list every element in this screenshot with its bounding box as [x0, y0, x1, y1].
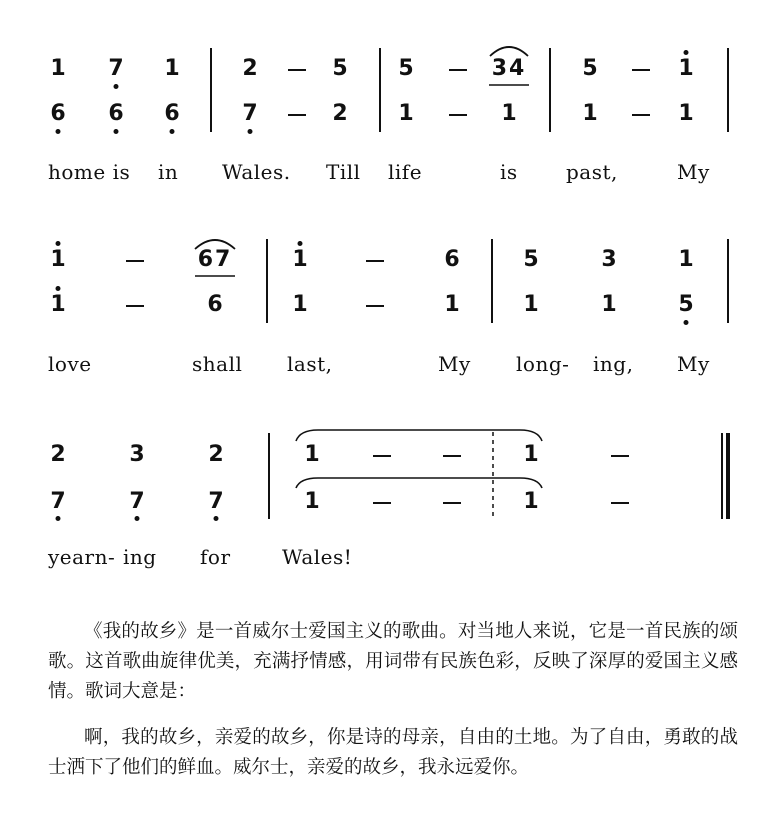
lyric: ing: [123, 545, 157, 569]
note: 6: [444, 247, 460, 272]
note: 6: [164, 101, 180, 126]
lyric: My: [677, 352, 710, 376]
note: 6: [108, 101, 124, 126]
note: 1: [678, 247, 694, 272]
note: 5: [332, 56, 348, 81]
note: 6: [207, 292, 223, 317]
note: 1: [582, 101, 598, 126]
note: 1: [50, 56, 66, 81]
lyric: shall: [192, 352, 243, 376]
note: 2: [50, 442, 66, 467]
slur: [195, 240, 235, 249]
note: 3: [601, 247, 617, 272]
tie: [296, 478, 542, 488]
note: 1: [601, 292, 617, 317]
note: 1: [164, 56, 180, 81]
note: 2: [332, 101, 348, 126]
note-pair: 67: [197, 247, 233, 272]
note: 1: [50, 292, 66, 317]
lyric: past,: [566, 160, 618, 184]
lyric: My: [438, 352, 471, 376]
note: 1: [50, 247, 66, 272]
lyric: yearn-: [48, 545, 116, 569]
lyric: Till: [326, 160, 361, 184]
note: 1: [523, 489, 539, 514]
note: 3: [129, 442, 145, 467]
note: 5: [582, 56, 598, 81]
note: 2: [242, 56, 258, 81]
note: 1: [292, 292, 308, 317]
tie: [296, 430, 542, 441]
lyrics-meaning-paragraph: 啊，我的故乡，亲爱的故乡，你是诗的母亲，自由的土地。为了自由，勇敢的战士洒下了他们的鲜血。威尔士，亲爱的故乡，我永远爱你。: [48, 727, 738, 778]
note: 5: [523, 247, 539, 272]
lyric: in: [158, 160, 179, 184]
note: 7: [242, 101, 258, 126]
description-paragraph: 《我的故乡》是一首威尔士爱国主义的歌曲。对当地人来说，它是一首民族的颂歌。这首歌曲旋律优美，充满抒情感，用词带有民族色彩，反映了深厚的爱国主义感情。歌词大意是：: [48, 621, 738, 702]
note: 1: [304, 442, 320, 467]
note: 1: [523, 292, 539, 317]
lyric: for: [200, 545, 231, 569]
note: 1: [501, 101, 517, 126]
lyric: home is: [48, 160, 131, 184]
note: 1: [678, 101, 694, 126]
note-pair: 34: [491, 56, 527, 81]
lyric: ing,: [593, 352, 634, 376]
note: 1: [292, 247, 308, 272]
note: 6: [50, 101, 66, 126]
note: 7: [208, 489, 224, 514]
note: 1: [304, 489, 320, 514]
slur: [490, 47, 528, 56]
lyric: last,: [287, 352, 333, 376]
note: 5: [678, 292, 694, 317]
note: 1: [523, 442, 539, 467]
note: 1: [398, 101, 414, 126]
note: 2: [208, 442, 224, 467]
lyric: Wales!: [282, 545, 353, 569]
note: 7: [108, 56, 124, 81]
note: 7: [50, 489, 66, 514]
lyric: My: [677, 160, 710, 184]
note: 5: [398, 56, 414, 81]
note: 7: [129, 489, 145, 514]
lyric: is: [500, 160, 518, 184]
lyric: Wales.: [222, 160, 291, 184]
lyric: love: [48, 352, 92, 376]
note: 1: [678, 56, 694, 81]
note: 1: [444, 292, 460, 317]
lyric: life: [388, 160, 423, 184]
lyric: long-: [516, 352, 570, 376]
